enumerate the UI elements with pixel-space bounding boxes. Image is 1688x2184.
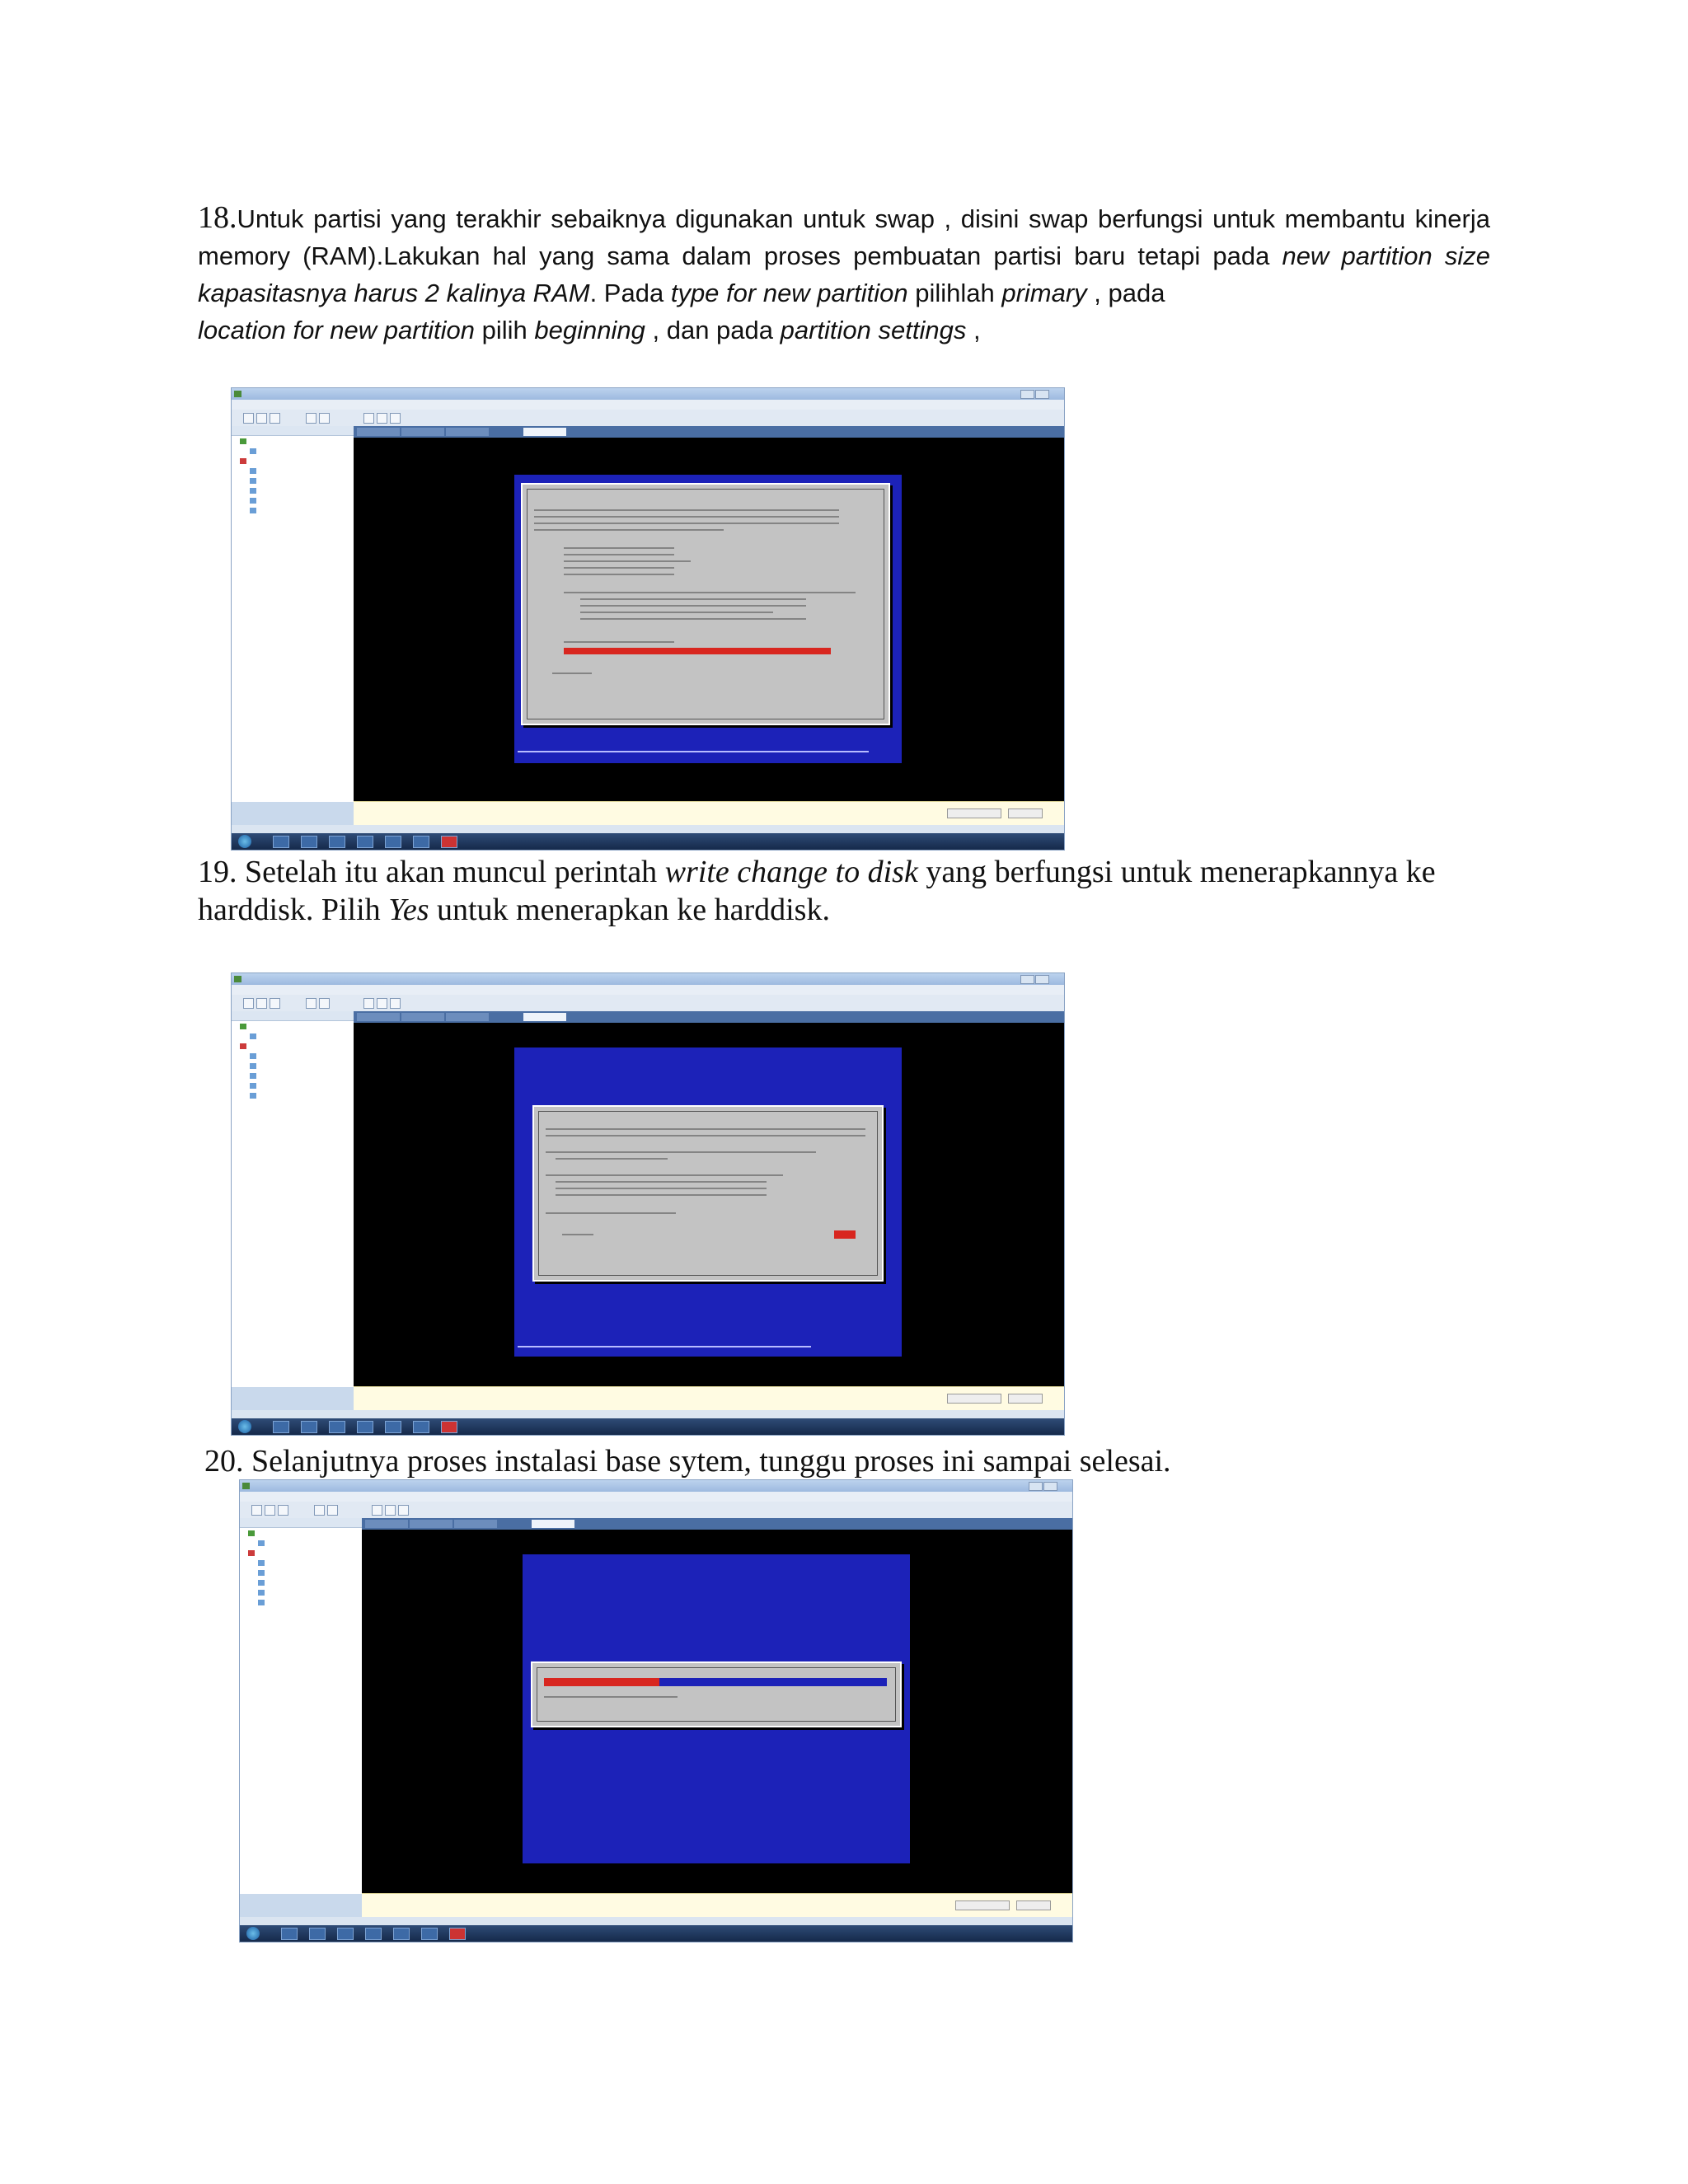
vm-icon xyxy=(258,1540,265,1546)
vm-icon xyxy=(250,1033,256,1039)
step-20-paragraph: 20. Selanjutnya proses instalasi base sytem, tunggu proses ini sampai selesai. xyxy=(204,1444,1171,1479)
vm-icon xyxy=(258,1590,265,1596)
vm-icon xyxy=(258,1580,265,1586)
vm-tabs xyxy=(354,1011,1064,1023)
reset-icon xyxy=(278,1505,288,1516)
power-icon xyxy=(243,413,254,424)
vmware-icon xyxy=(234,391,241,397)
vm-titlebar xyxy=(240,1480,1072,1492)
maximize-icon xyxy=(1035,390,1049,399)
windows-taskbar xyxy=(232,833,1064,850)
unity-icon xyxy=(390,998,401,1009)
installer-background xyxy=(514,475,902,763)
vm-icon xyxy=(250,478,256,484)
power-icon xyxy=(251,1505,262,1516)
partition-disks-dialog xyxy=(521,483,890,725)
vm-statusbar xyxy=(240,1917,1072,1925)
vm-titlebar xyxy=(232,388,1064,400)
tab xyxy=(357,428,400,436)
snapshot-icon xyxy=(306,998,316,1009)
tab xyxy=(401,1013,444,1021)
view-icon xyxy=(363,413,374,424)
vm-titlebar xyxy=(232,973,1064,985)
step-number: 18. xyxy=(198,200,237,235)
vm-icon xyxy=(250,448,256,454)
vm-console xyxy=(354,438,1064,802)
fullscreen-icon xyxy=(377,998,387,1009)
windows-taskbar xyxy=(232,1418,1064,1435)
vm-icon xyxy=(250,508,256,513)
revert-icon xyxy=(319,998,330,1009)
tab xyxy=(446,1013,489,1021)
help-button xyxy=(1008,1394,1043,1404)
vm-icon xyxy=(258,1570,265,1576)
vm-console xyxy=(362,1530,1072,1894)
vm-console xyxy=(354,1023,1064,1387)
start-button-icon xyxy=(238,1420,251,1433)
installer-key-hints xyxy=(518,751,869,752)
tab xyxy=(410,1520,452,1528)
vm-icon xyxy=(250,1063,256,1069)
installer-background xyxy=(514,1047,902,1357)
power-icon xyxy=(243,998,254,1009)
sidebar-header xyxy=(232,426,354,436)
unity-icon xyxy=(390,413,401,424)
installer-key-hints xyxy=(518,1346,811,1347)
tab-active xyxy=(523,428,566,436)
powered-on-icon xyxy=(240,438,246,444)
vm-icon xyxy=(258,1600,265,1605)
install-hint-pane xyxy=(362,1893,1072,1917)
vm-toolbar xyxy=(240,1502,1072,1519)
vm-icon xyxy=(250,1093,256,1099)
install-hint-pane xyxy=(354,1386,1064,1410)
reset-icon xyxy=(270,998,280,1009)
revert-icon xyxy=(327,1505,338,1516)
write-changes-dialog xyxy=(532,1105,884,1282)
tab-active xyxy=(523,1013,566,1021)
tab xyxy=(365,1520,408,1528)
windows-taskbar xyxy=(240,1925,1072,1942)
vm-sidebar xyxy=(232,426,354,802)
vm-menubar xyxy=(232,985,1064,995)
start-button-icon xyxy=(246,1927,260,1940)
minimize-icon xyxy=(1029,1482,1043,1491)
maximize-icon xyxy=(1035,975,1049,984)
vm-icon xyxy=(250,1083,256,1089)
view-icon xyxy=(363,998,374,1009)
tab xyxy=(454,1520,497,1528)
vmware-icon xyxy=(242,1483,250,1489)
tab xyxy=(357,1013,400,1021)
vmware-icon xyxy=(234,976,241,982)
vm-toolbar xyxy=(232,410,1064,427)
tab xyxy=(446,428,489,436)
step-19-paragraph: 19. Setelah itu akan muncul perintah write change to disk yang berfungsi untuk menerapkannya ke harddisk. Pilih Yes untuk menerapkan ke harddisk. xyxy=(198,855,1436,927)
finished-installing-button xyxy=(947,1394,1001,1404)
vm-icon xyxy=(250,1053,256,1059)
pause-icon xyxy=(256,413,267,424)
favorites-icon xyxy=(248,1550,255,1556)
window-buttons xyxy=(1020,390,1061,398)
minimize-icon xyxy=(1020,975,1034,984)
favorites-icon xyxy=(240,458,246,464)
screenshot-write-changes xyxy=(231,972,1065,1436)
favorites-icon xyxy=(240,1043,246,1049)
help-button xyxy=(1016,1900,1051,1910)
start-button-icon xyxy=(238,835,251,848)
help-button xyxy=(1008,808,1043,818)
unity-icon xyxy=(398,1505,409,1516)
vm-icon xyxy=(250,468,256,474)
vm-toolbar xyxy=(232,995,1064,1012)
snapshot-icon xyxy=(314,1505,325,1516)
vm-icon xyxy=(250,1073,256,1079)
installing-base-system-dialog xyxy=(531,1661,902,1727)
screenshot-partition-overview xyxy=(231,387,1065,851)
installer-background xyxy=(523,1554,910,1863)
finished-installing-button xyxy=(955,1900,1010,1910)
window-buttons xyxy=(1028,1482,1069,1490)
screenshot-installing-base-system xyxy=(239,1479,1073,1943)
vm-sidebar xyxy=(240,1518,363,1894)
vm-icon xyxy=(250,488,256,494)
yes-option xyxy=(562,1234,593,1235)
step-18-paragraph: 18.Untuk partisi yang terakhir sebaiknya digunakan untuk swap , disini swap berfungsi untuk membantu kinerja memory (RAM).Lakukan hal yang sama dalam proses pembuatan partisi baru tetapi pada new partition size kapasitasnya harus 2 kalinya RAM. Pada type for new partition pilihlah primary , pada location for new partition pilih beginning , dan pada partition settings , xyxy=(198,200,1491,344)
finished-installing-button xyxy=(947,808,1001,818)
progress-track xyxy=(659,1678,887,1686)
vm-menubar xyxy=(232,400,1064,410)
vm-tabs xyxy=(362,1518,1072,1530)
view-icon xyxy=(372,1505,382,1516)
reset-icon xyxy=(270,413,280,424)
tab-active xyxy=(532,1520,574,1528)
minimize-icon xyxy=(1020,390,1034,399)
powered-on-icon xyxy=(248,1530,255,1536)
install-hint-pane xyxy=(354,801,1064,825)
vm-menubar xyxy=(240,1492,1072,1502)
revert-icon xyxy=(319,413,330,424)
vm-statusbar xyxy=(232,1410,1064,1418)
tab xyxy=(401,428,444,436)
sidebar-header xyxy=(232,1011,354,1021)
vm-sidebar xyxy=(232,1011,354,1387)
powered-on-icon xyxy=(240,1024,246,1029)
vm-statusbar xyxy=(232,825,1064,833)
sidebar-header xyxy=(240,1518,362,1528)
vm-tabs xyxy=(354,426,1064,438)
pause-icon xyxy=(265,1505,275,1516)
fullscreen-icon xyxy=(385,1505,396,1516)
fullscreen-icon xyxy=(377,413,387,424)
pause-icon xyxy=(256,998,267,1009)
vm-icon xyxy=(250,498,256,504)
finish-partitioning-highlight xyxy=(564,648,831,654)
no-option-highlight xyxy=(834,1230,856,1239)
vm-icon xyxy=(258,1560,265,1566)
progress-fill xyxy=(544,1678,659,1686)
snapshot-icon xyxy=(306,413,316,424)
maximize-icon xyxy=(1043,1482,1057,1491)
window-buttons xyxy=(1020,975,1061,983)
